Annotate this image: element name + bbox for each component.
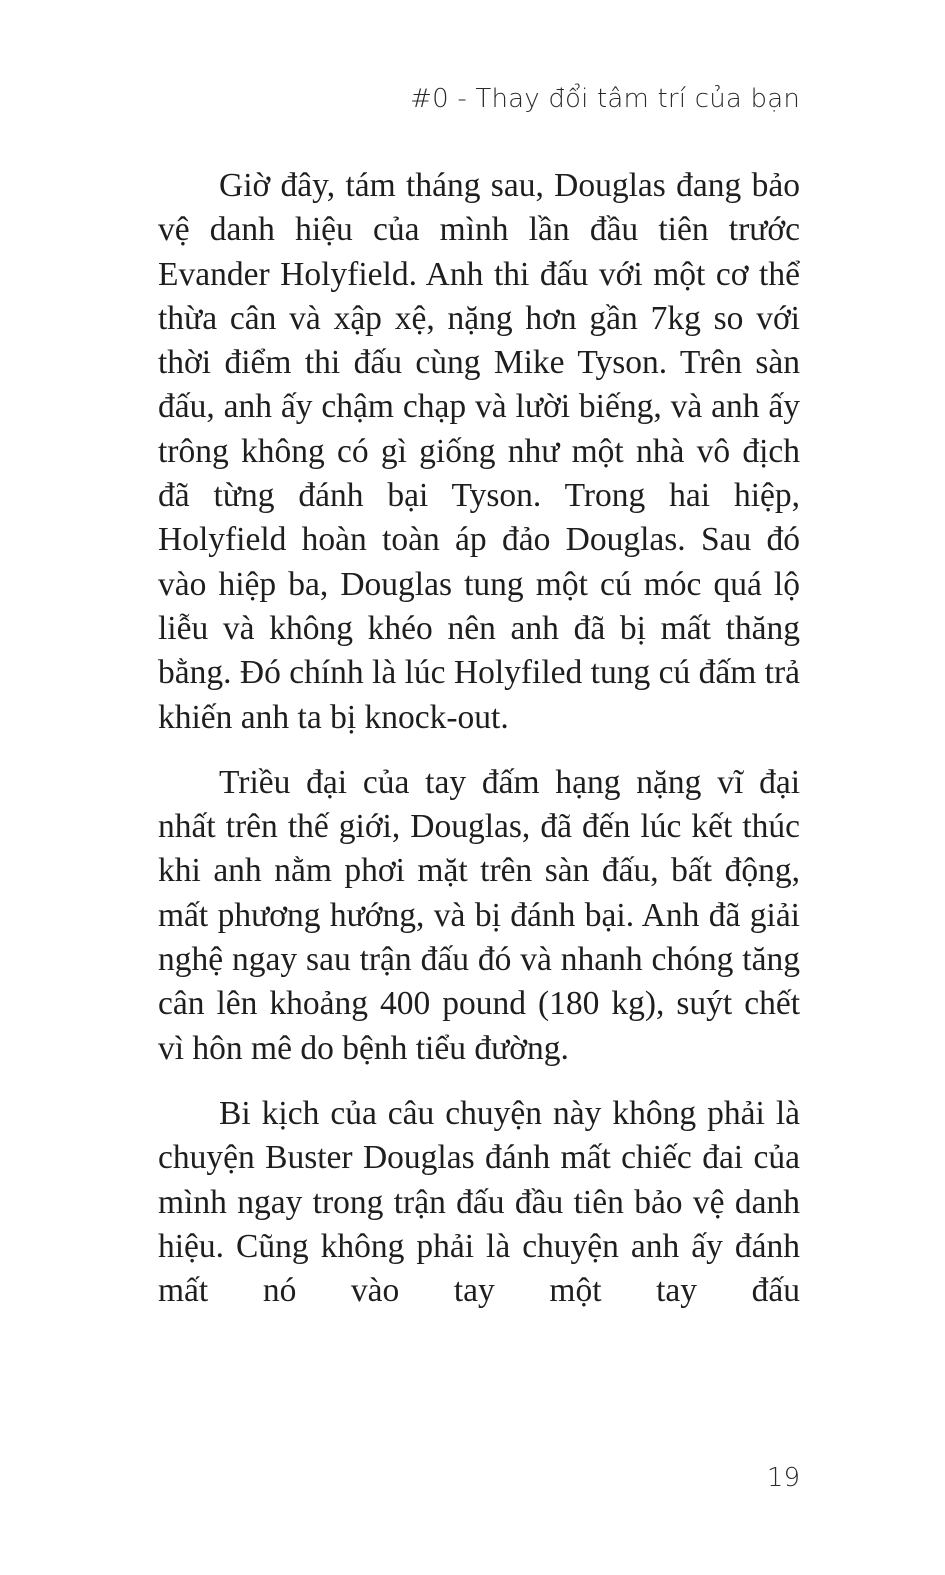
body-text <box>158 164 800 1334</box>
paragraph-1: Giờ đây, tám tháng sau, Douglas đang bảo vệ danh hiệu của mình lần đầu tiên trước Evander Holyfield. Anh thi đấu với một cơ thể thừa cân và xập xệ, nặng hơn gần 7kg so với thời điểm thi đấu cùng Mike Tyson. Trên sàn đấu, anh ấy chậm chạp và lười biếng, và anh ấy trông không có gì giống như một nhà vô địch đã từng đánh bại Tyson. Trong hai hiệp, Holyfield hoàn toàn áp đảo Douglas. Sau đó vào hiệp ba, Douglas tung một cú móc quá lộ liễu và không khéo nên anh đã bị mất thăng bằng. Đó chính là lúc Holyfiled tung cú đấm trả khiến anh ta bị knock-out. <box>158 167 800 736</box>
paragraph-3: Bi kịch của câu chuyện này không phải là chuyện Buster Douglas đánh mất chiếc đai của mình ngay trong trận đấu đầu tiên bảo vệ danh hiệu. Cũng không phải là chuyện anh ấy đánh mất nó vào tay một tay đấu <box>158 1094 800 1310</box>
running-header: #0 - Thay đổi tâm trí của bạn <box>410 84 800 114</box>
page-number: 19 <box>766 1463 800 1493</box>
paragraph-2: Triều đại của tay đấm hạng nặng vĩ đại nhất trên thế giới, Douglas, đã đến lúc kết thúc khi anh nằm phơi mặt trên sàn đấu, bất động, mất phương hướng, và bị đánh bại. Anh đã giải nghệ ngay sau trận đấu đó và nhanh chóng tăng cân lên khoảng 400 pound (180 kg), suýt chết vì hôn mê do bệnh tiểu đường. <box>158 763 800 1067</box>
